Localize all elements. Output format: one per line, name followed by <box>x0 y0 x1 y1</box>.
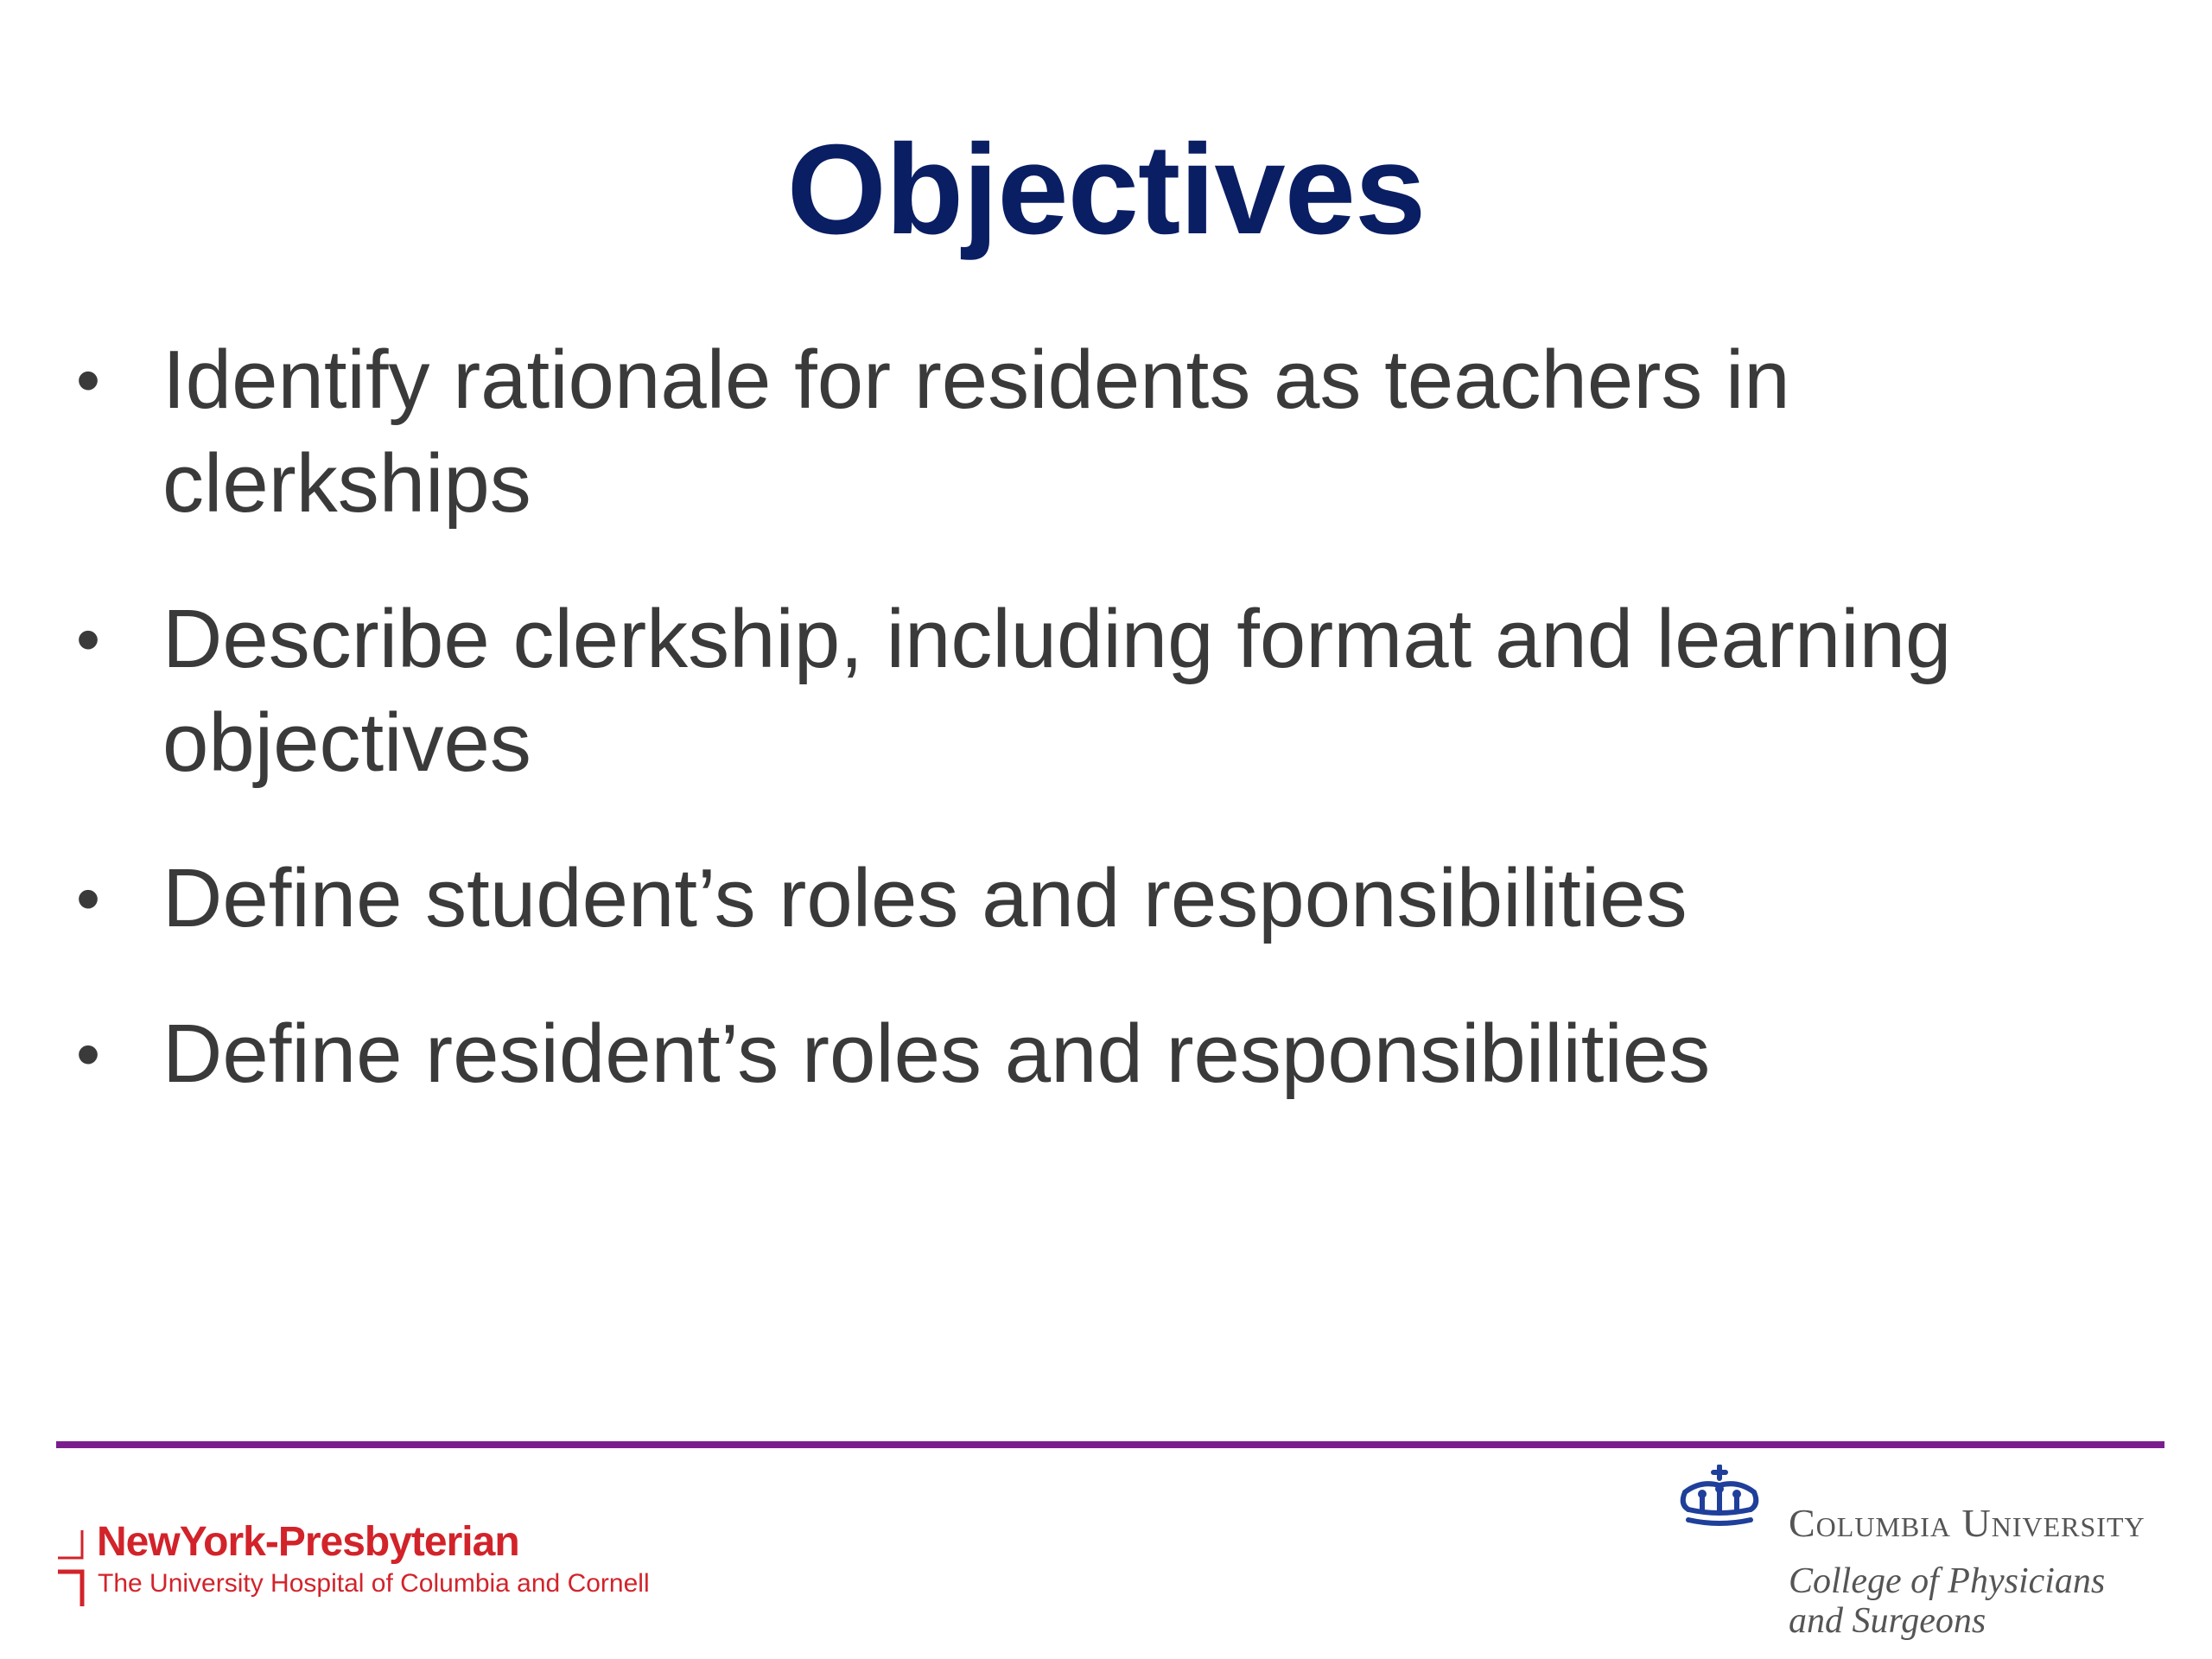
bullet-line: Describe clerkship, including format and learning <box>162 593 1952 685</box>
college-name <box>1789 1561 2105 1641</box>
footer-divider <box>56 1441 2164 1448</box>
columbia-logo <box>1676 1465 2169 1646</box>
nyp-tagline: The University Hospital of Columbia and Cornell <box>98 1569 650 1598</box>
bullet-line: Define student’s roles and responsibilities <box>162 852 1688 944</box>
bullet-text <box>162 1002 2115 1106</box>
bullet-line: objectives <box>162 696 531 789</box>
bullet-line: Define resident’s roles and responsibilities <box>162 1007 1711 1100</box>
columbia-university-name: Columbia University <box>1789 1501 2145 1545</box>
bullet-line: clerkships <box>162 437 531 530</box>
bullet-text <box>162 328 2115 536</box>
crown-icon <box>1676 1465 1763 1534</box>
bullet-icon: • <box>76 1015 101 1092</box>
slide-title: Objectives <box>786 118 1426 261</box>
college-line: and Surgeons <box>1789 1601 1986 1641</box>
bullet-icon: • <box>76 341 101 418</box>
bullet-icon: • <box>76 860 101 937</box>
bullet-text <box>162 588 2115 795</box>
bullet-line: Identify rationale for residents as teachers in <box>162 334 1790 426</box>
nyp-mark-icon <box>56 1527 87 1610</box>
nyp-name: NewYork-Presbyterian <box>97 1519 519 1565</box>
bullet-text <box>162 847 2115 950</box>
bullet-icon: • <box>76 601 101 677</box>
college-line: College of Physicians <box>1789 1561 2106 1601</box>
nyp-logo <box>56 1516 678 1611</box>
